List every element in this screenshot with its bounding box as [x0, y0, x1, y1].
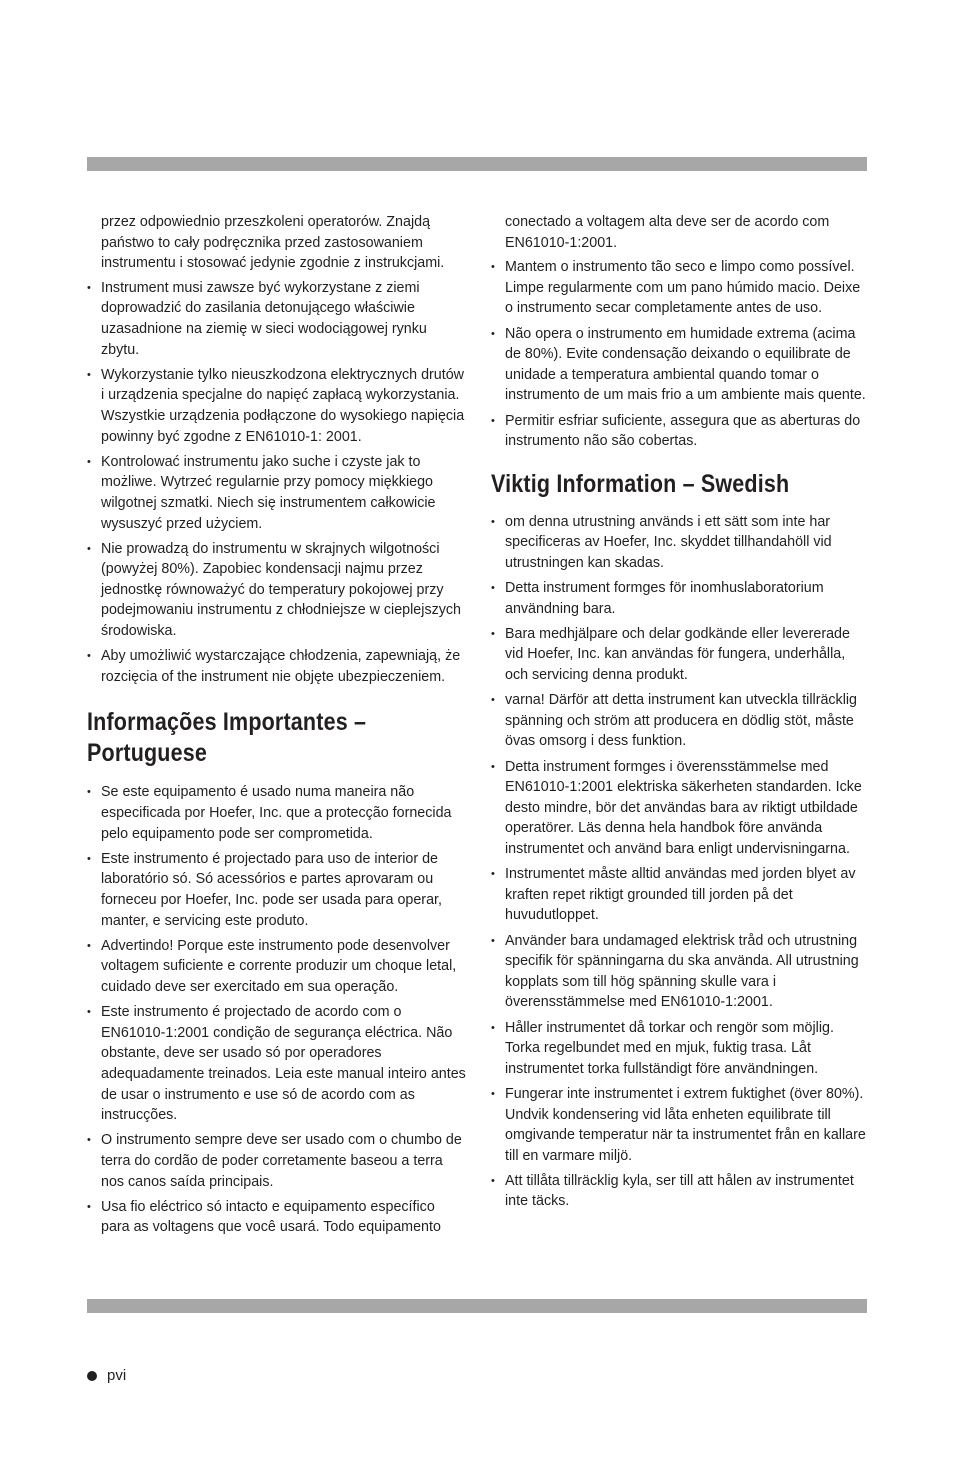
portuguese-bullet: • Se este equipamento é usado numa maneira não especificada por Hoefer, Inc. que a protecção fornecida pelo equipamento pode ser comprometida. — [87, 782, 467, 844]
swedish-bullet: • Detta instrument formges för inomhuslaboratorium användning bara. — [491, 578, 871, 619]
swedish-bullet: • Använder bara undamaged elektrisk tråd och utrustning specifik för spänningarna du ska använda. All utrustning kopplats som till hög spänning skulle vara i överensstämmelse med EN61010-1:2001. — [491, 931, 871, 1013]
swedish-bullet: • Bara medhjälpare och delar godkände eller levererade vid Hoefer, Inc. kan användas för fungera, underhålla, och servicing denna produkt. — [491, 624, 871, 686]
left-column — [87, 212, 467, 1242]
portuguese-bullet: • Permitir esfriar suficiente, assegura que as aberturas do instrumento não são cobertas. — [491, 411, 871, 452]
portuguese-continued-paragraph: conectado a voltagem alta deve ser de acordo com EN61010-1:2001. — [505, 214, 830, 251]
portuguese-bullet: • Mantem o instrumento tão seco e limpo como possível. Limpe regularmente com um pano húmido macio. Deixe o instrumento secar completamente antes de uso. — [491, 257, 871, 319]
swedish-bullet: • Detta instrument formges i överensstämmelse med EN61010-1:2001 elektriska säkerheten standarden. Icke desto mindre, bör det användas bara av riktigt utbildade operatörer. Läs denna hela handbok före använda instrumentet och använd bara enligt undervisningarna. — [491, 757, 871, 860]
portuguese-bullet: • Advertindo! Porque este instrumento pode desenvolver voltagem suficiente e corrente produzir um choque letal, cuidado deve ser exercitado em sua operação. — [87, 936, 467, 998]
header-rule — [87, 157, 867, 171]
footer-rule — [87, 1299, 867, 1313]
portuguese-bullet: • Usa fio eléctrico só intacto e equipamento específico para as voltagens que você usará. Todo equipamento — [87, 1197, 467, 1238]
page-footer — [87, 1367, 126, 1384]
swedish-bullet: • varna! Därför att detta instrument kan utveckla tillräcklig spänning och ström att producera en dödlig stöt, måste övas omsorg i dess funktion. — [491, 690, 871, 752]
polish-bullet: • Instrument musi zawsze być wykorzystane z ziemi doprowadzić do zasilania detonującego właściwie uzasadnione na ziemię w sieci wodociągowej rynku zbytu. — [87, 278, 467, 360]
swedish-bullet: • Håller instrumentet då torkar och rengör som möjlig. Torka regelbundet med en mjuk, fuktig trasa. Låt instrumentet torka fullständigt före användningen. — [491, 1018, 871, 1080]
right-column — [491, 212, 871, 1217]
portuguese-bullet: • Este instrumento é projectado para uso de interior de laboratório só. Só acessórios e partes aprovaram ou forneceu por Hoefer, Inc. pode ser usada para operar, manter, e servicing este produto. — [87, 849, 467, 931]
page-number: pvi — [107, 1367, 127, 1384]
portuguese-bullet-list-continued — [491, 257, 871, 452]
portuguese-heading: Informações Importantes – Portuguese — [87, 708, 367, 768]
bullet-dot-icon — [87, 1371, 97, 1381]
swedish-bullet-list — [491, 512, 871, 1212]
swedish-bullet: • Att tillåta tillräcklig kyla, ser till att hålen av instrumentet inte täcks. — [491, 1171, 871, 1212]
swedish-bullet: • om denna utrustning används i ett sätt som inte har specificeras av Hoefer, Inc. skyddet tillhandahöll vid utrustningen kan skadas. — [491, 512, 871, 574]
portuguese-bullet-list — [87, 782, 467, 1237]
swedish-bullet: • Fungerar inte instrumentet i extrem fuktighet (över 80%). Undvik kondensering vid låta enheten equilibrate till omgivande temperatur när ta instrumentet från en kallare till en varmare miljö. — [491, 1084, 871, 1166]
polish-bullet: • Wykorzystanie tylko nieuszkodzona elektrycznych drutów i urządzenia specjalne do napięć zapłacą wykorzystania. Wszystkie urządzenia podłączone do wysokiego napięcia powinny być zgodne z EN61010-1: 2001. — [87, 365, 467, 447]
polish-bullet: • Aby umożliwić wystarczające chłodzenia, zapewniają, że rozcięcia of the instrument nie objęte ubezpieczeniem. — [87, 646, 467, 687]
polish-continued-paragraph: przez odpowiednio przeszkoleni operatorów. Znajdą państwo to cały podręcznika przed zastosowaniem instrumentu i stosować jedynie zgodnie z instrukcjami. — [101, 214, 445, 272]
swedish-bullet: • Instrumentet måste alltid användas med jorden blyet av kraften repet riktigt grounded till jorden på det huvudutloppet. — [491, 864, 871, 926]
polish-bullet: • Kontrolować instrumentu jako suche i czyste jak to możliwe. Wytrzeć regularnie przy pomocy miękkiego wilgotnej szmatki. Niech się instrumentem całkowicie wysuszyć przed użyciem. — [87, 452, 467, 534]
portuguese-bullet: • Este instrumento é projectado de acordo com o EN61010-1:2001 condição de segurança eléctrica. Não obstante, deve ser usado só por operadores adequadamente treinados. Leia este manual inteiro antes de usar o instrumento e use só de acordo com as instrucções. — [87, 1002, 467, 1126]
swedish-heading: Viktig Information – Swedish — [491, 469, 790, 498]
polish-bullet: • Nie prowadzą do instrumentu w skrajnych wilgotności (powyżej 80%). Zapobiec kondensacji najmu przez jednostkę równoważyć do temperatury pokojowej przy podejmowaniu instrumentu z chłodniejsze w cieplejszych środowiska. — [87, 539, 467, 642]
polish-bullet-list — [87, 278, 467, 688]
portuguese-bullet: • Não opera o instrumento em humidade extrema (acima de 80%). Evite condensação deixando o equilibrate de unidade a temperatura ambiental quando tomar o instrumento de um mais frio a um ambiente mais quente. — [491, 324, 871, 406]
portuguese-bullet: • O instrumento sempre deve ser usado com o chumbo de terra do cordão de poder corretamente baseou a terra nos canos saída principais. — [87, 1130, 467, 1192]
